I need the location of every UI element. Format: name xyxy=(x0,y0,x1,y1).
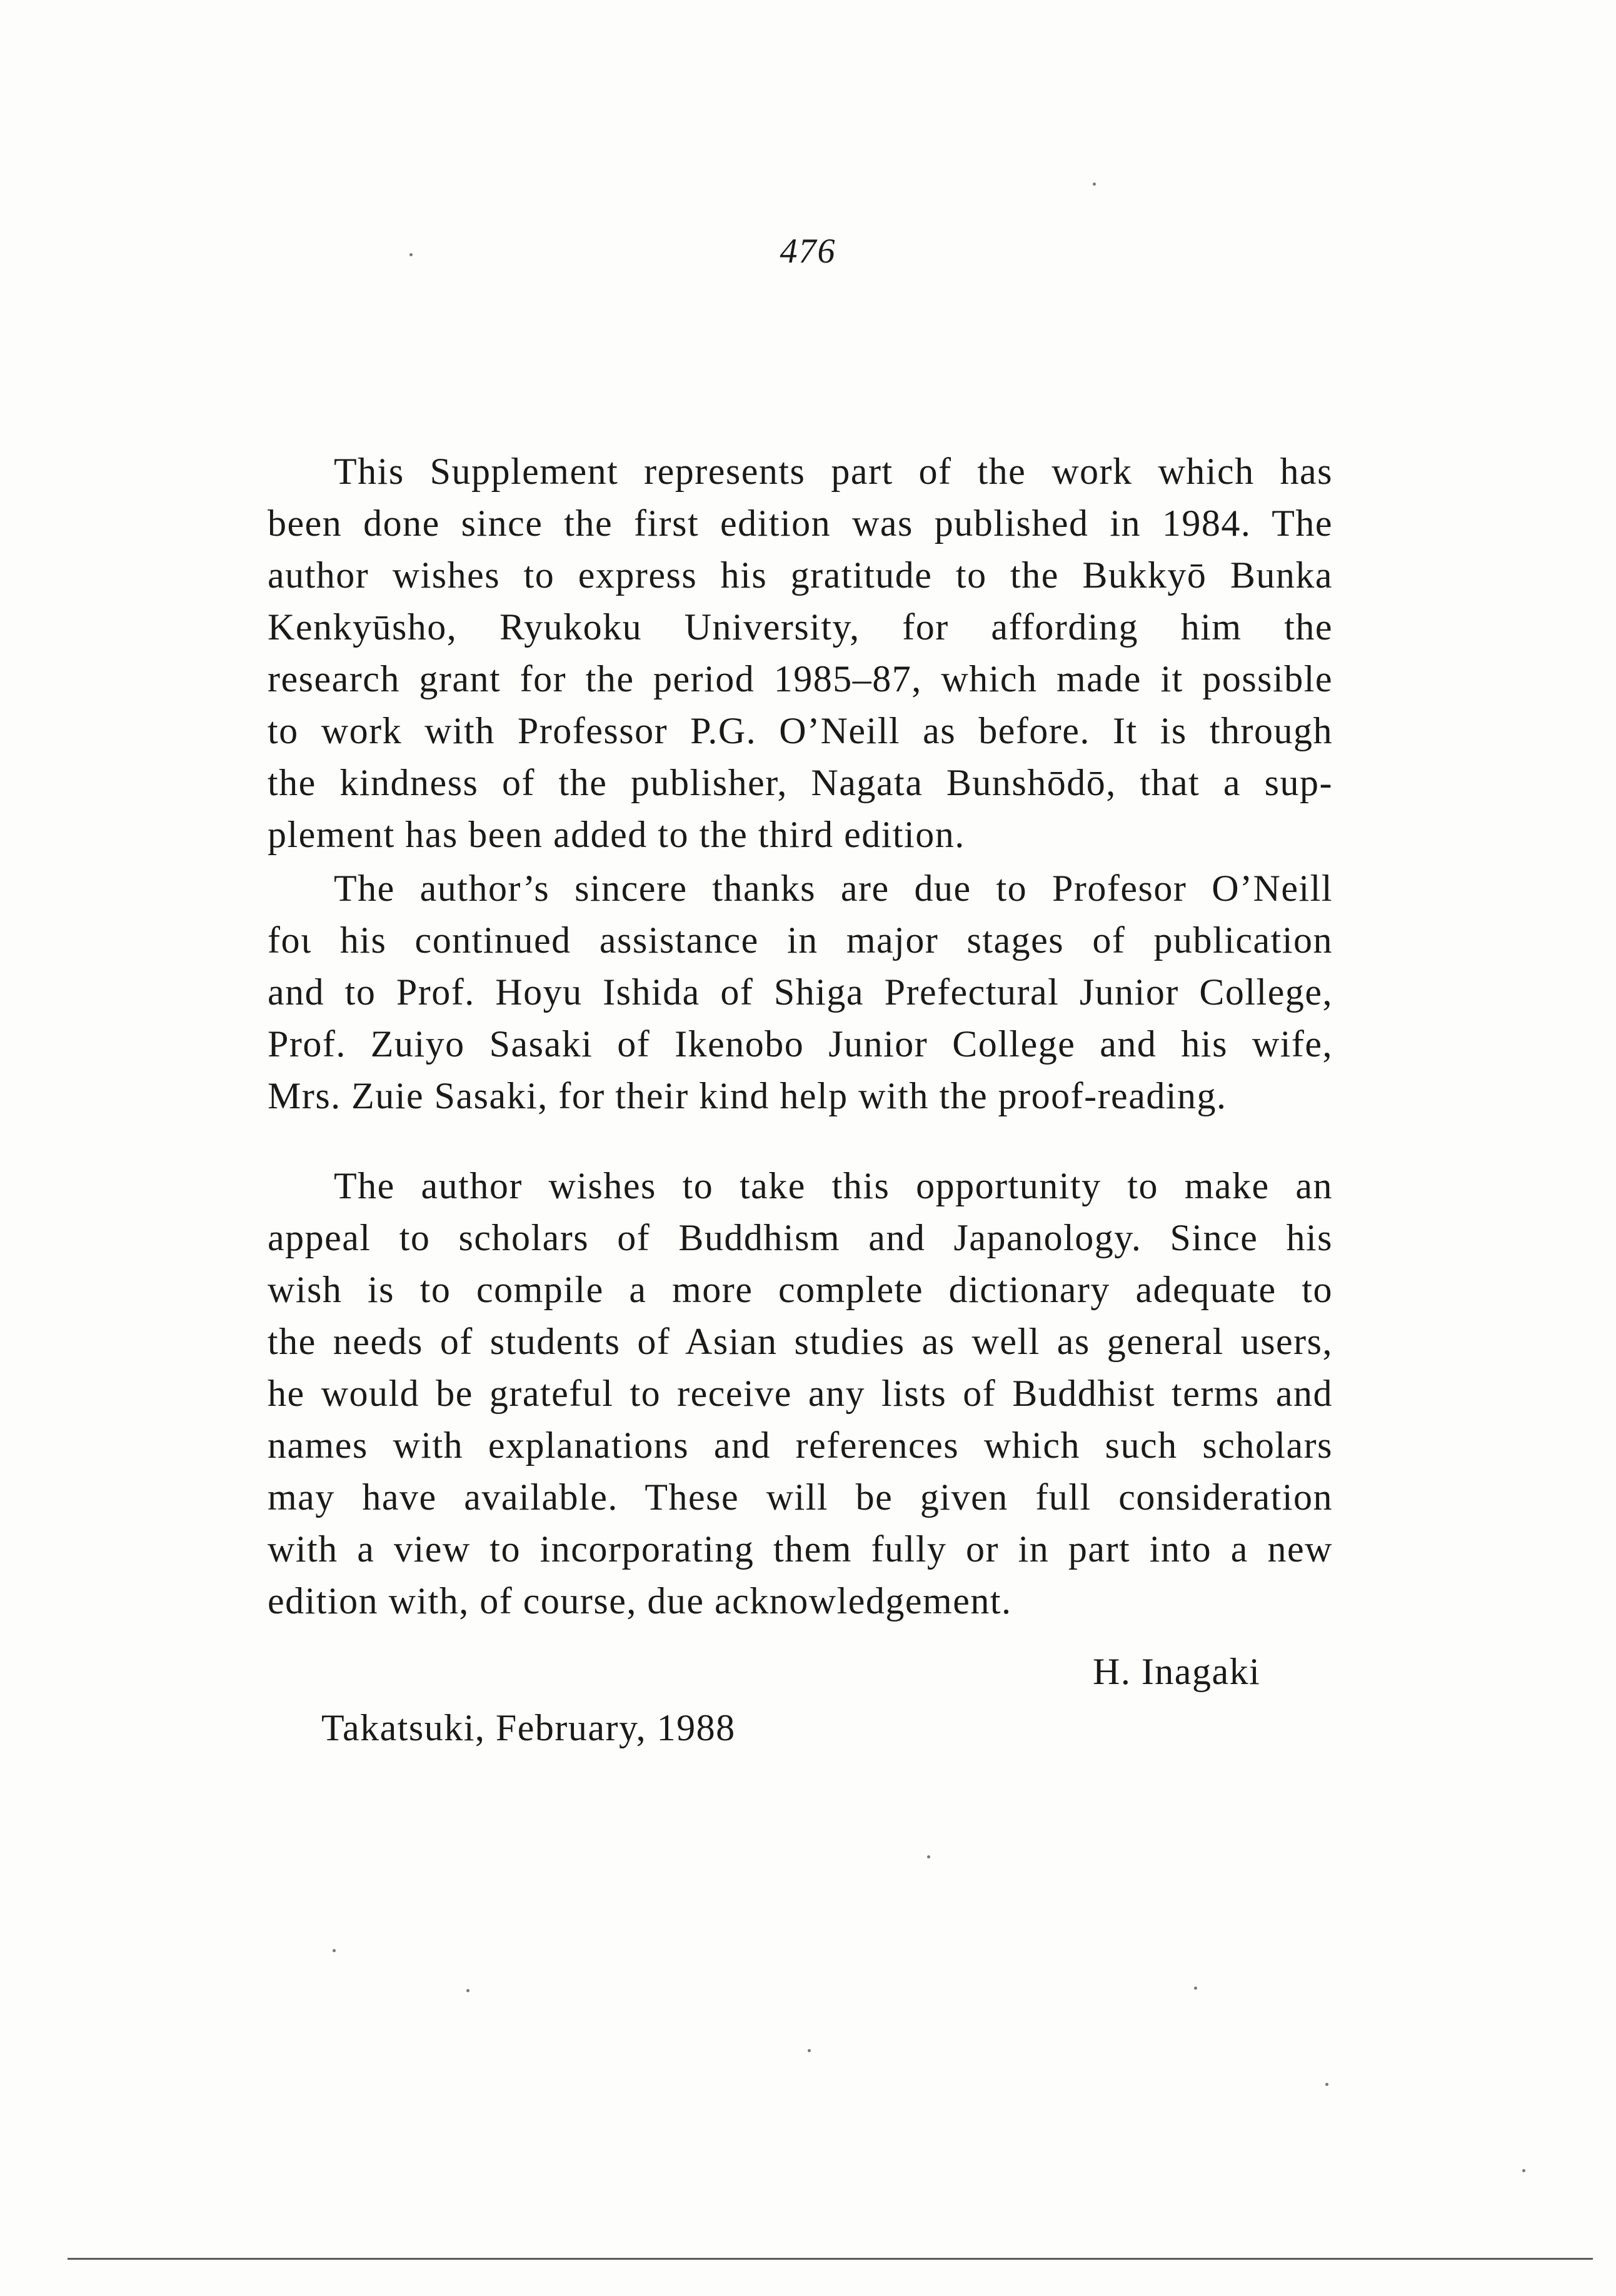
text-line: foι his continued assistance in major stages of publication xyxy=(268,920,1333,961)
scan-speck xyxy=(1093,183,1096,186)
text-line: been done since the first edition was published in 1984. The xyxy=(268,503,1333,544)
paragraph-1 xyxy=(268,446,1333,861)
text-line: wish is to compile a more complete dictionary adequate to xyxy=(268,1269,1333,1310)
author-signature: H. Inagaki xyxy=(1093,1651,1261,1692)
scan-speck xyxy=(333,1949,336,1952)
text-line: The author’s sincere thanks are due to Profesor O’Neill xyxy=(334,868,1333,909)
text-line: to work with Professor P.G. O’Neill as before. It is through xyxy=(268,710,1333,751)
text-line: with a view to incorporating them fully or in part into a new xyxy=(268,1528,1333,1570)
text-line: edition with, of course, due acknowledgement. xyxy=(268,1580,1012,1622)
text-line: the kindness of the publisher, Nagata Bunshōdō, that a sup- xyxy=(268,762,1333,803)
page-number: 476 xyxy=(780,232,836,271)
place-date: Takatsuki, February, 1988 xyxy=(321,1707,736,1748)
scan-speck xyxy=(927,1855,930,1858)
scan-speck xyxy=(466,1989,469,1992)
text-line: may have available. These will be given full consideration xyxy=(268,1476,1333,1518)
scan-speck xyxy=(1325,2083,1328,2086)
text-line: The author wishes to take this opportunity to make an xyxy=(334,1165,1333,1206)
text-line: appeal to scholars of Buddhism and Japanology. Since his xyxy=(268,1217,1333,1258)
scan-speck xyxy=(409,253,413,256)
bottom-scan-edge xyxy=(68,2258,1593,2260)
text-line: names with explanations and references which such scholars xyxy=(268,1425,1333,1466)
scan-speck xyxy=(808,2049,811,2052)
text-line: This Supplement represents part of the work which has xyxy=(334,451,1333,492)
text-line: he would be grateful to receive any lists of Buddhist terms and xyxy=(268,1373,1333,1414)
text-line: research grant for the period 1985–87, which made it possible xyxy=(268,658,1333,699)
text-line: the needs of students of Asian studies as well as general users, xyxy=(268,1321,1333,1362)
text-line: Mrs. Zuie Sasaki, for their kind help with the proof-reading. xyxy=(268,1075,1227,1116)
scan-speck xyxy=(1522,2169,1525,2172)
paragraph-2 xyxy=(268,863,1333,1122)
text-line: and to Prof. Hoyu Ishida of Shiga Prefectural Junior College, xyxy=(268,971,1333,1013)
text-line: Kenkyūsho, Ryukoku University, for affording him the xyxy=(268,606,1333,648)
scan-speck xyxy=(1194,1987,1197,1990)
text-line: plement has been added to the third edition. xyxy=(268,814,965,855)
paragraph-3 xyxy=(268,1160,1333,1627)
text-line: Prof. Zuiyo Sasaki of Ikenobo Junior College and his wife, xyxy=(268,1023,1333,1065)
text-line: author wishes to express his gratitude to the Bukkyō Bunka xyxy=(268,554,1333,596)
